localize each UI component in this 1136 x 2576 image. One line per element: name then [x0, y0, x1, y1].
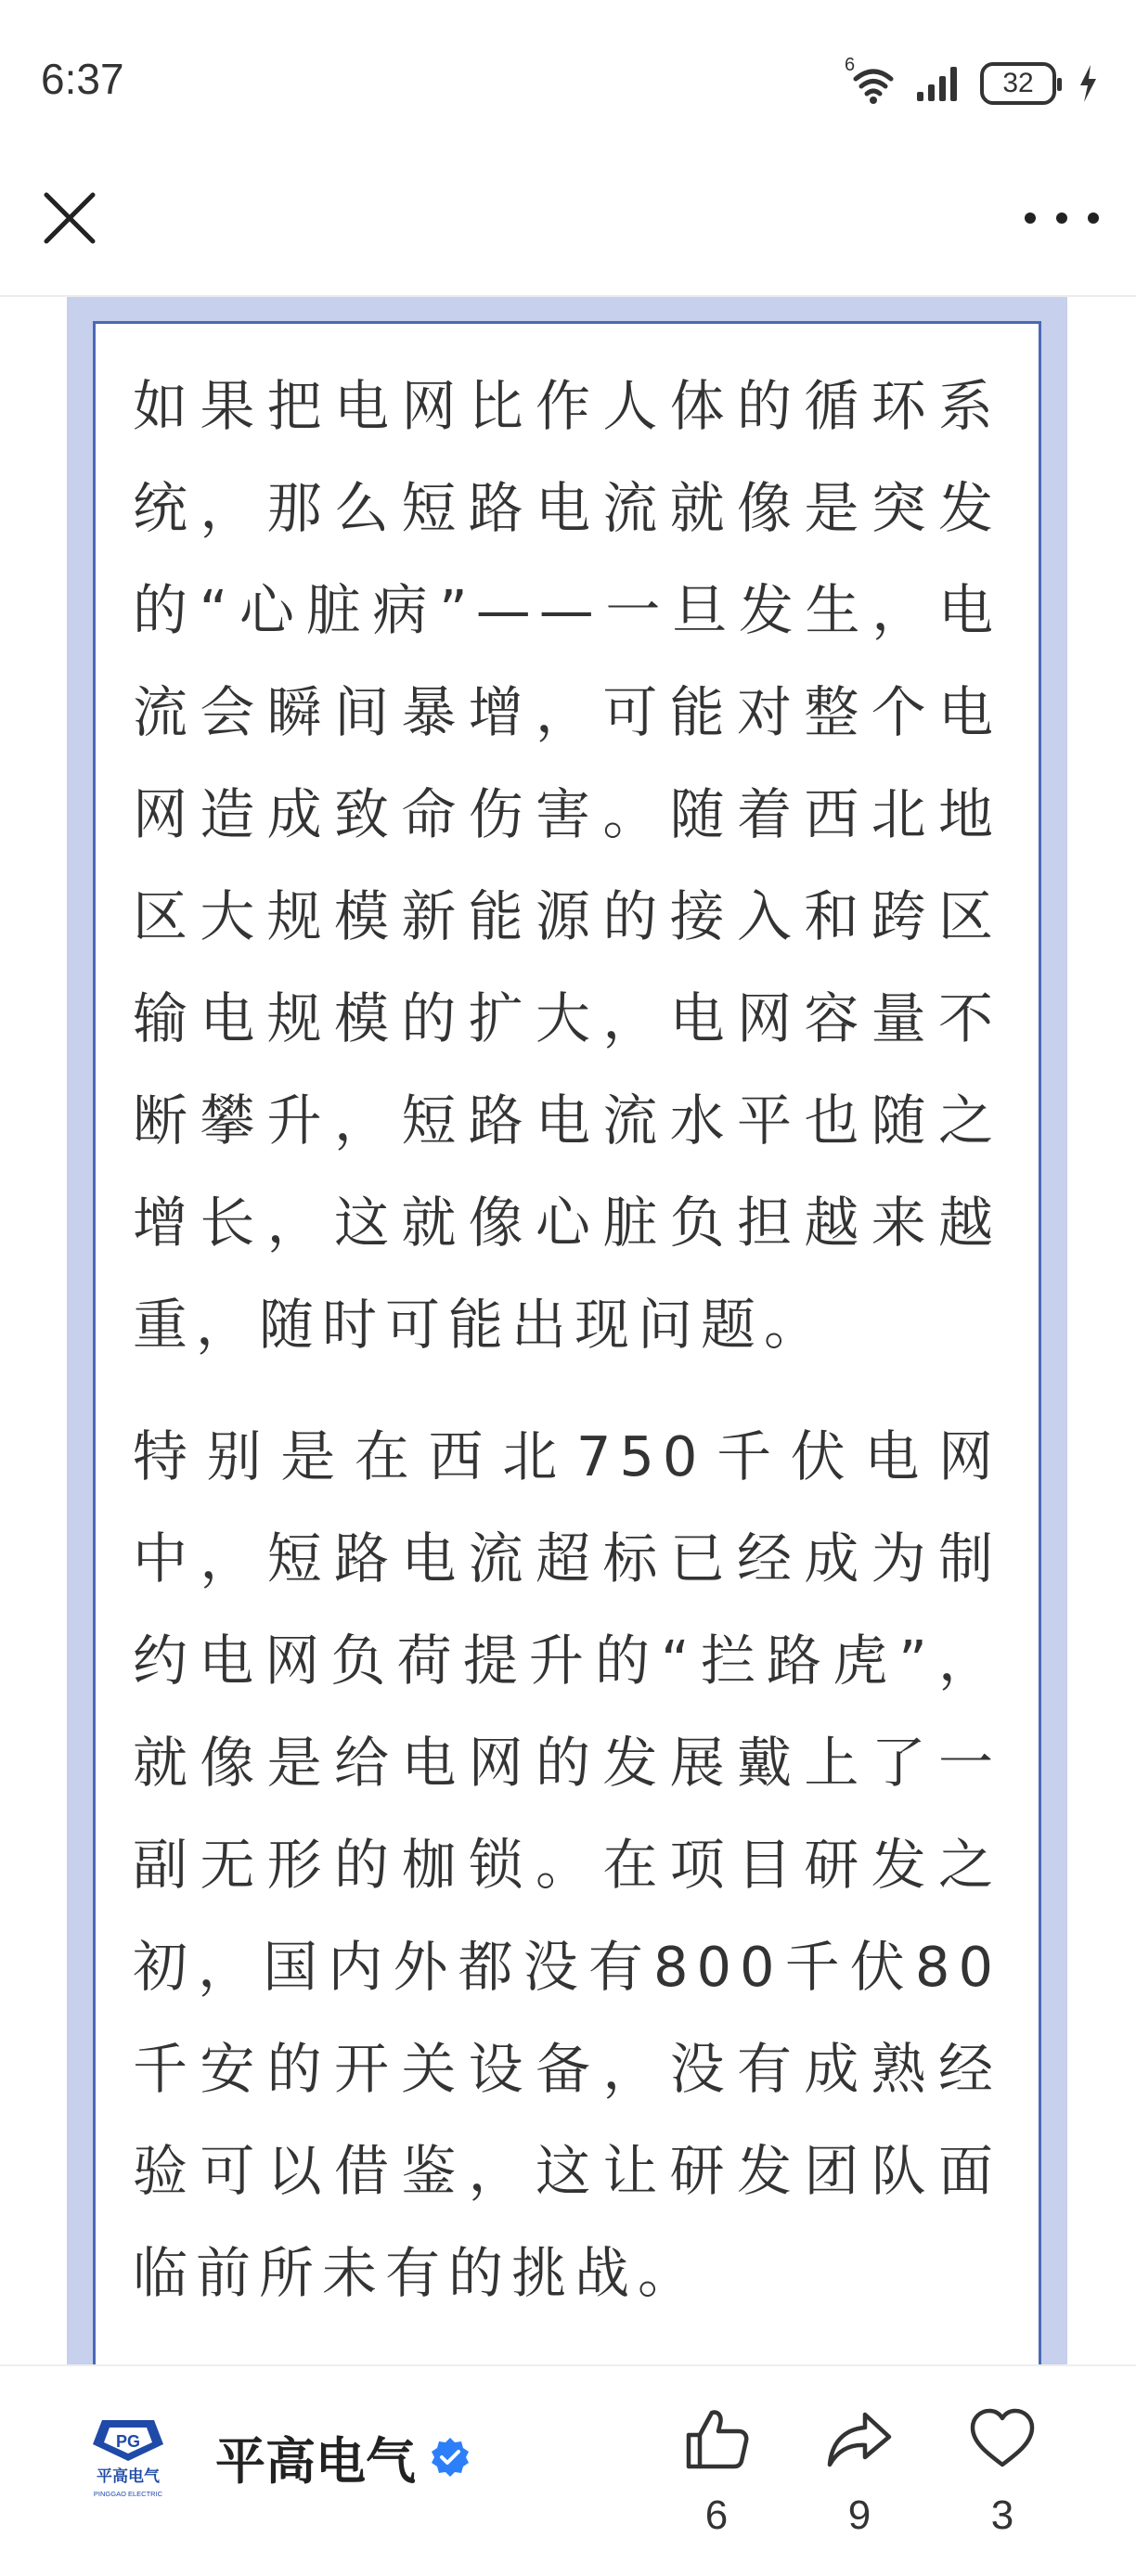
pinggao-logo	[82, 2411, 174, 2504]
status-time: 6:37	[41, 55, 124, 103]
account-link[interactable]	[82, 2411, 471, 2504]
thumbs-up-icon	[681, 2403, 752, 2474]
logo-text: 平高电气	[97, 2467, 160, 2486]
share-icon	[824, 2403, 895, 2474]
heart-icon	[967, 2403, 1038, 2474]
favorite-count: 3	[990, 2492, 1014, 2538]
account-name: 平高电气	[215, 2431, 416, 2491]
bottom-bar	[0, 2364, 1136, 2576]
status-icons	[845, 56, 1099, 111]
more-icon-dot	[1088, 213, 1099, 224]
like-button[interactable]	[670, 2403, 763, 2539]
wifi-icon	[845, 55, 898, 105]
article-paragraph: 特别是在西北750千伏电网中，短路电流超标已经成为制约电网负荷提升的“拦路虎”，就像是给电网的发展戴上了一副无形的枷锁。在项目研发之初，国内外都没有800千伏80千安的开关设备，没有成熟经验可以借鉴，这让研发团队面临前所未有的挑战。	[133, 1424, 1001, 2305]
favorite-button[interactable]	[956, 2403, 1049, 2539]
more-icon-dot	[1056, 213, 1067, 224]
close-icon	[37, 186, 102, 251]
battery-icon	[980, 62, 1056, 105]
close-button[interactable]	[37, 186, 102, 251]
article-body	[93, 321, 1041, 2364]
article-paragraph: 如果把电网比作人体的循环系统，那么短路电流就像是突发的“心脏病”——一旦发生，电流会瞬间暴增，可能对整个电网造成致命伤害。随着西北地区大规模新能源的接入和跨区输电规模的扩大，电网容量不断攀升，短路电流水平也随之增长，这就像心脏负担越来越重，随时可能出现问题。	[133, 374, 1001, 1357]
more-button[interactable]	[1025, 195, 1099, 241]
verified-icon	[429, 2436, 471, 2479]
top-nav	[0, 167, 1136, 297]
svg-text:PG: PG	[115, 2432, 141, 2451]
wifi-badge: 6	[845, 55, 856, 75]
article-frame	[67, 297, 1067, 2364]
charging-icon	[1077, 63, 1099, 104]
signal-icon	[915, 64, 963, 103]
battery-level: 32	[1002, 68, 1034, 98]
share-count: 9	[847, 2492, 871, 2538]
status-bar	[0, 0, 1136, 167]
more-icon-dot	[1025, 213, 1036, 224]
logo-subtext: PINGGAO ELECTRIC	[93, 2490, 163, 2498]
share-button[interactable]	[813, 2403, 906, 2539]
like-count: 6	[704, 2492, 729, 2538]
